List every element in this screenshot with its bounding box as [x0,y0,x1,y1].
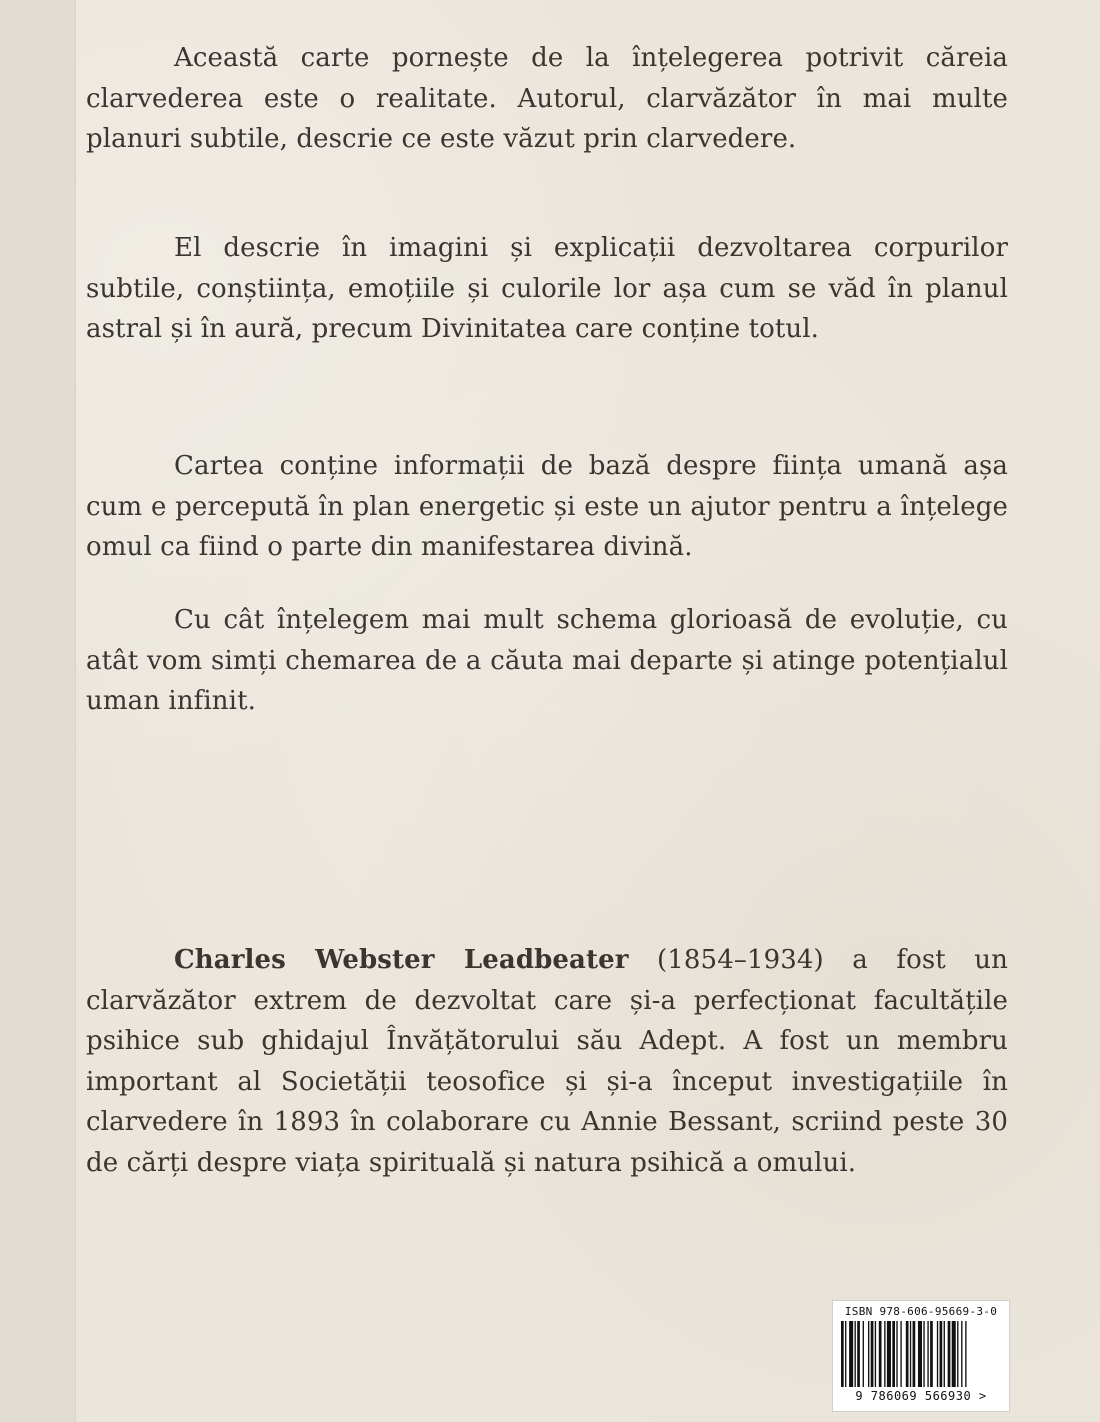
barcode-bar [952,1321,956,1387]
barcode-bar [857,1321,860,1387]
barcode-bar [845,1321,846,1387]
barcode-bar [923,1321,924,1387]
author-bio-text: (1854–1934) a fost un clarvăzător extrem de dezvoltat care și-a perfecționat facultățile psihice sub ghidajul Învățătorului său Adept. A fost un membru important al Societății teosofice și și-a început investigațiile în clarvedere în 1893 în colaborare cu Annie Bessant, scriind peste 30 de cărți despre viața spirituală și natura psihică a omului. [86,945,1008,1178]
barcode-bar [918,1321,922,1387]
barcode-bar [906,1321,909,1387]
description-paragraph-3 [86,446,1008,568]
barcode-bar [892,1321,895,1387]
barcode-bar [927,1321,928,1387]
barcode-bar [863,1321,864,1387]
barcode-bar [961,1321,962,1387]
barcode-bar [849,1321,853,1387]
barcode-bar [948,1321,951,1387]
barcode-bar [879,1321,882,1387]
barcode-bar [944,1321,945,1387]
barcode-bar [887,1321,891,1387]
barcode-bar [875,1321,876,1387]
barcode-bar [937,1321,938,1387]
ean-digits: 9 786069 566930 > [855,1389,987,1403]
barcode-bar [900,1321,901,1387]
barcode-bar [868,1321,869,1387]
paragraph-text: Cu cât înțelegem mai mult schema glorioasă de evoluție, cu atât vom simți chemarea de a căuta mai departe și atinge potențialul uman infinit. [86,605,1008,716]
paragraph-text: Această carte pornește de la înțelegerea potrivit căreia clarvederea este o realitate. Autorul, clarvăzător în mai multe planuri subtile, descrie ce este văzut prin clarvedere. [86,43,1008,154]
description-paragraph-4 [86,600,1008,722]
barcode-bar [884,1321,885,1387]
isbn-label: ISBN 978-606-95669-3-0 [844,1305,998,1318]
description-paragraph-2 [86,228,1008,350]
isbn-barcode [832,1300,1010,1412]
barcode-bar [965,1321,966,1387]
barcode-bar [910,1321,911,1387]
author-name: Charles Webster Leadbeater [174,945,629,975]
barcode-bar [957,1321,958,1387]
barcode-bar [855,1321,856,1387]
barcode-bar [940,1321,943,1387]
paragraph-text: El descrie în imagini și explicații dezvoltarea corpurilor subtile, conștiința, emoțiile și culorile lor așa cum se văd în planul astral și în aură, precum Divinitatea care conține totul. [86,233,1008,344]
barcode-bars [841,1321,1001,1387]
barcode-bar [913,1321,916,1387]
barcode-bar [930,1321,933,1387]
description-paragraph-1 [86,38,1008,160]
barcode-bar [841,1321,844,1387]
barcode-bar [896,1321,897,1387]
barcode-bar [871,1321,874,1387]
paragraph-text: Cartea conține informații de bază despre ființa umană așa cum e percepută în plan energetic și este un ajutor pentru a înțelege omul ca fiind o parte din manifestarea divină. [86,451,1008,562]
cover-left-border [0,0,76,1422]
author-bio [86,940,1008,1183]
